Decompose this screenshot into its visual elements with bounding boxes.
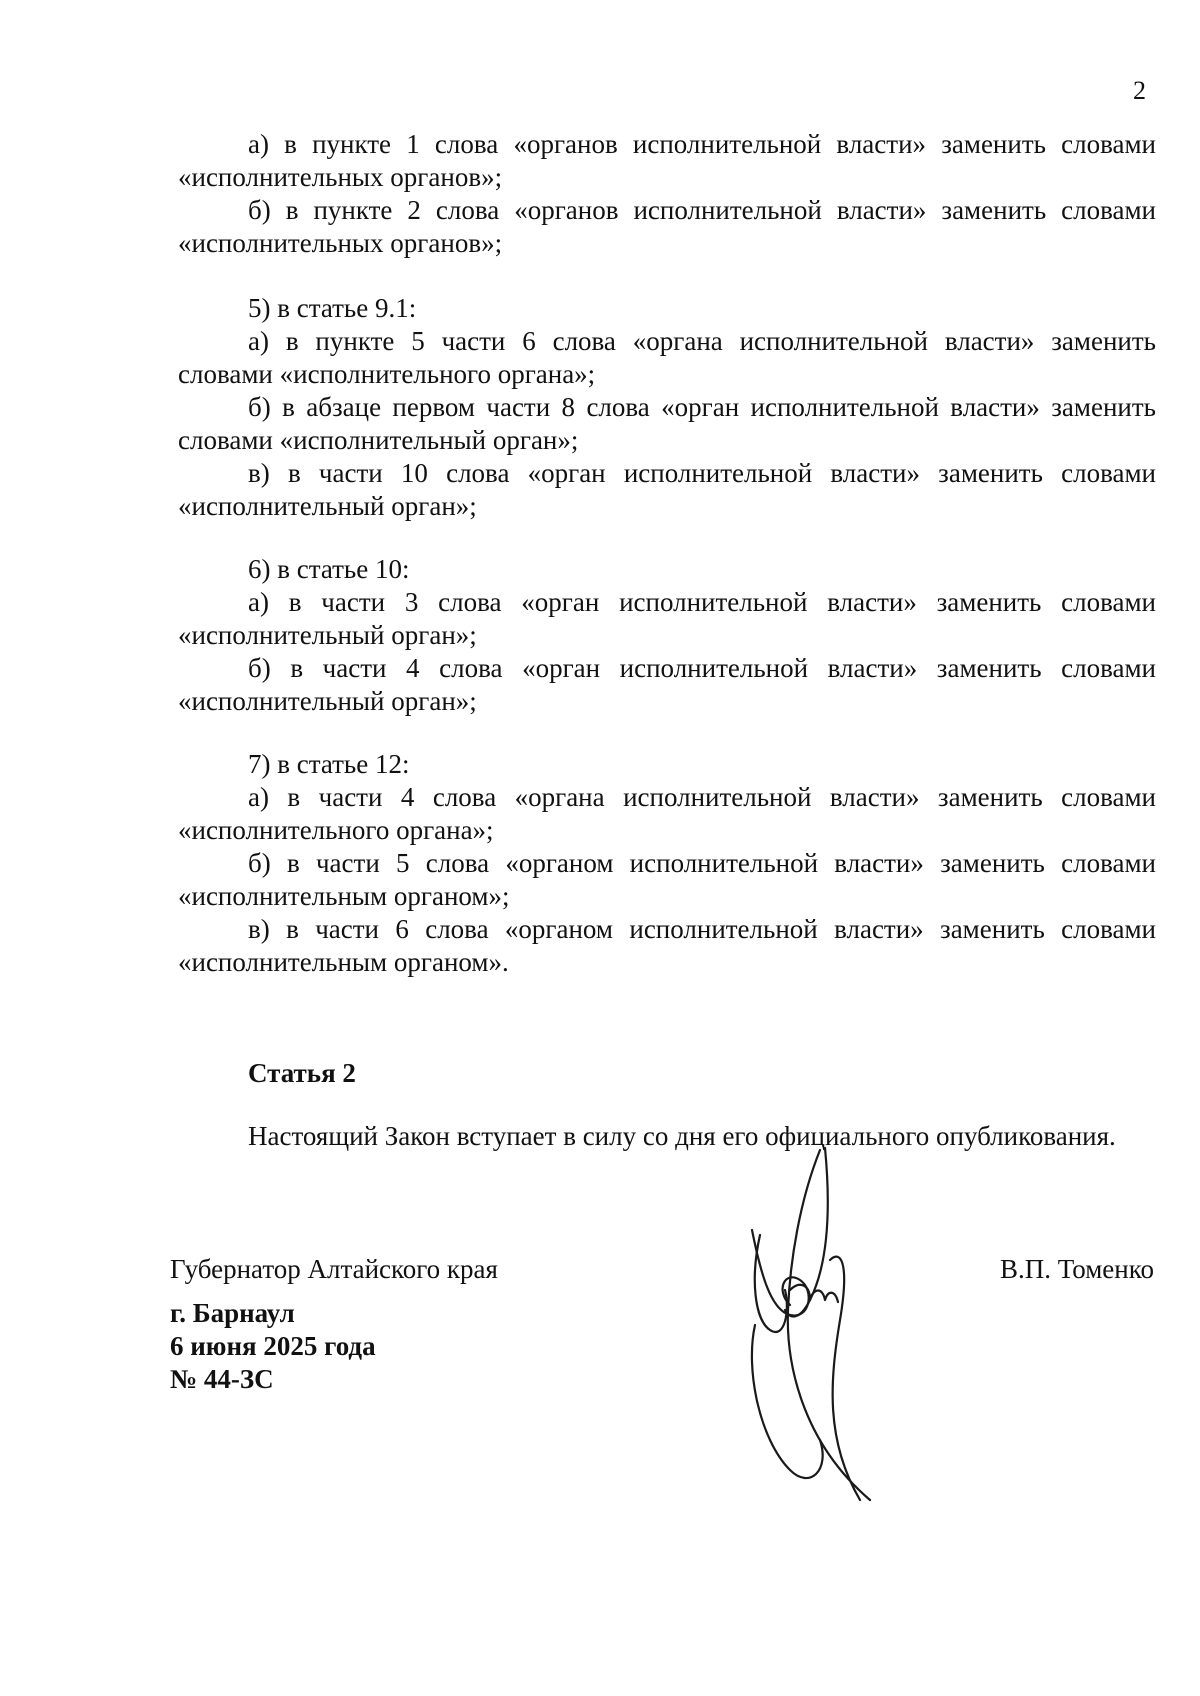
handwritten-signature <box>730 1140 930 1540</box>
clause-5a: а) в пункте 5 части 6 слова «органа исполнительной власти» заменить словами «исполнительного органа»; <box>178 326 1156 389</box>
item-7-heading: 7) в статье 12: <box>248 749 410 779</box>
law-number: № 44-ЗС <box>170 1364 274 1394</box>
page-number: 2 <box>1133 76 1146 105</box>
clause-6a: а) в части 3 слова «орган исполнительной власти» заменить словами «исполнительный орган»; <box>178 587 1156 650</box>
clause-7b: б) в части 5 слова «органом исполнительной власти» заменить словами «исполнительным органом»; <box>178 848 1156 911</box>
clause-5b: б) в абзаце первом части 8 слова «орган исполнительной власти» заменить словами «исполнительный орган»; <box>178 392 1156 455</box>
clause-1b: б) в пункте 2 слова «органов исполнительной власти» заменить словами «исполнительных органов»; <box>178 195 1156 258</box>
city: г. Барнаул <box>170 1298 295 1328</box>
article-2-title: Статья 2 <box>248 1058 356 1088</box>
signatory-position: Губернатор Алтайского края <box>170 1254 498 1284</box>
clause-7c: в) в части 6 слова «органом исполнительной власти» заменить словами «исполнительным органом». <box>178 914 1156 977</box>
item-5-heading: 5) в статье 9.1: <box>248 293 417 323</box>
article-2-text: Настоящий Закон вступает в силу со дня его официального опубликования. <box>248 1121 1116 1151</box>
document-body <box>178 128 1156 979</box>
signing-date: 6 июня 2025 года <box>170 1331 376 1361</box>
clause-5c: в) в части 10 слова «орган исполнительной власти» заменить словами «исполнительный орган»; <box>178 458 1156 521</box>
clause-7a: а) в части 4 слова «органа исполнительной власти» заменить словами «исполнительного органа»; <box>178 782 1156 845</box>
item-6-heading: 6) в статье 10: <box>248 554 410 584</box>
signatory-name: В.П. Томенко <box>1000 1254 1154 1284</box>
clause-1a: а) в пункте 1 слова «органов исполнительной власти» заменить словами «исполнительных органов»; <box>178 129 1156 192</box>
clause-6b: б) в части 4 слова «орган исполнительной власти» заменить словами «исполнительный орган»; <box>178 653 1156 716</box>
